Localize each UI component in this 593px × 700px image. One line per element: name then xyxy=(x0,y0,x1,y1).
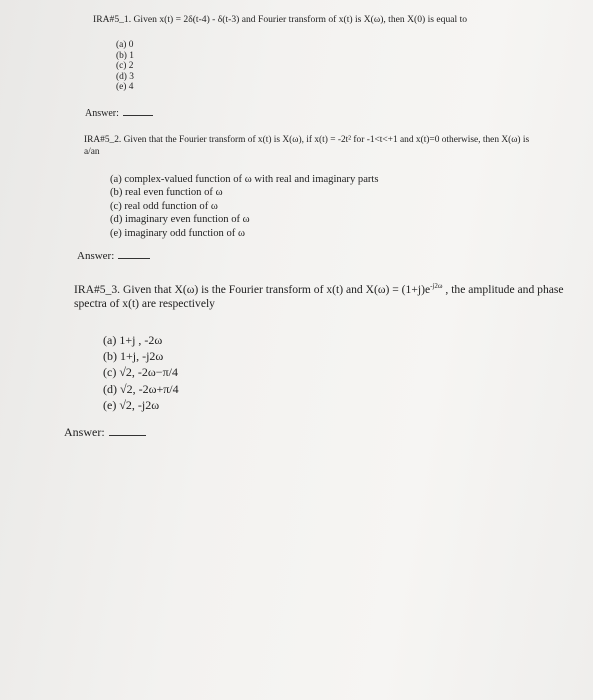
answer-2 xyxy=(77,250,150,262)
question-2-stem: IRA#5_2. Given that the Fourier transform of x(t) is X(ω), if x(t) = -2t² for -1<t<+1 and x(t)=0 otherwise, then X(ω) is a/an xyxy=(84,135,530,157)
option-b: (b) 1+j, -j2ω xyxy=(103,349,164,364)
answer-1 xyxy=(85,108,153,119)
answer-3 xyxy=(64,425,146,440)
option-d: (d) 3 xyxy=(116,71,134,82)
option-b: (b) real even function of ω xyxy=(110,187,223,199)
option-e: (e) imaginary odd function of ω xyxy=(110,227,245,239)
option-a: (a) 0 xyxy=(116,39,134,50)
question-2-options xyxy=(110,173,544,240)
question-1 xyxy=(93,14,573,93)
question-1-stem: IRA#5_1. Given x(t) = 2δ(t-4) - δ(t-3) and Fourier transform of x(t) is X(ω), then X(0) is equal to xyxy=(93,14,468,25)
question-2 xyxy=(84,134,544,240)
option-c: (c) 2 xyxy=(116,61,134,72)
option-a: (a) 1+j , -2ω xyxy=(103,333,163,348)
option-a: (a) complex-valued function of ω with real and imaginary parts xyxy=(110,174,379,185)
answer-1-blank[interactable] xyxy=(123,115,153,116)
answer-1-label: Answer: xyxy=(85,108,119,119)
question-1-options xyxy=(116,40,573,93)
question-3-options xyxy=(103,332,590,413)
option-c: (c) √2, -2ω−π/4 xyxy=(103,365,178,380)
option-e: (e) 4 xyxy=(116,82,134,93)
question-3-stem-tail: , the amplitude and phase spectra of x(t) are respectively xyxy=(74,282,564,311)
question-3-stem-lead: IRA#5_3. Given that X(ω) is the Fourier transform of x(t) and X(ω) = (1+j)e xyxy=(74,282,431,296)
answer-3-label: Answer: xyxy=(64,425,105,439)
option-d: (d) √2, -2ω+π/4 xyxy=(103,381,179,396)
question-3 xyxy=(74,279,590,413)
question-3-stem xyxy=(74,279,590,312)
answer-2-blank[interactable] xyxy=(118,258,150,259)
answer-3-blank[interactable] xyxy=(109,435,146,436)
question-3-stem-exponent: -j2ω xyxy=(430,282,443,290)
option-b: (b) 1 xyxy=(116,50,134,61)
option-d: (d) imaginary even function of ω xyxy=(110,214,250,226)
option-c: (c) real odd function of ω xyxy=(110,200,218,212)
answer-2-label: Answer: xyxy=(77,250,115,262)
option-e: (e) √2, -j2ω xyxy=(103,397,160,412)
